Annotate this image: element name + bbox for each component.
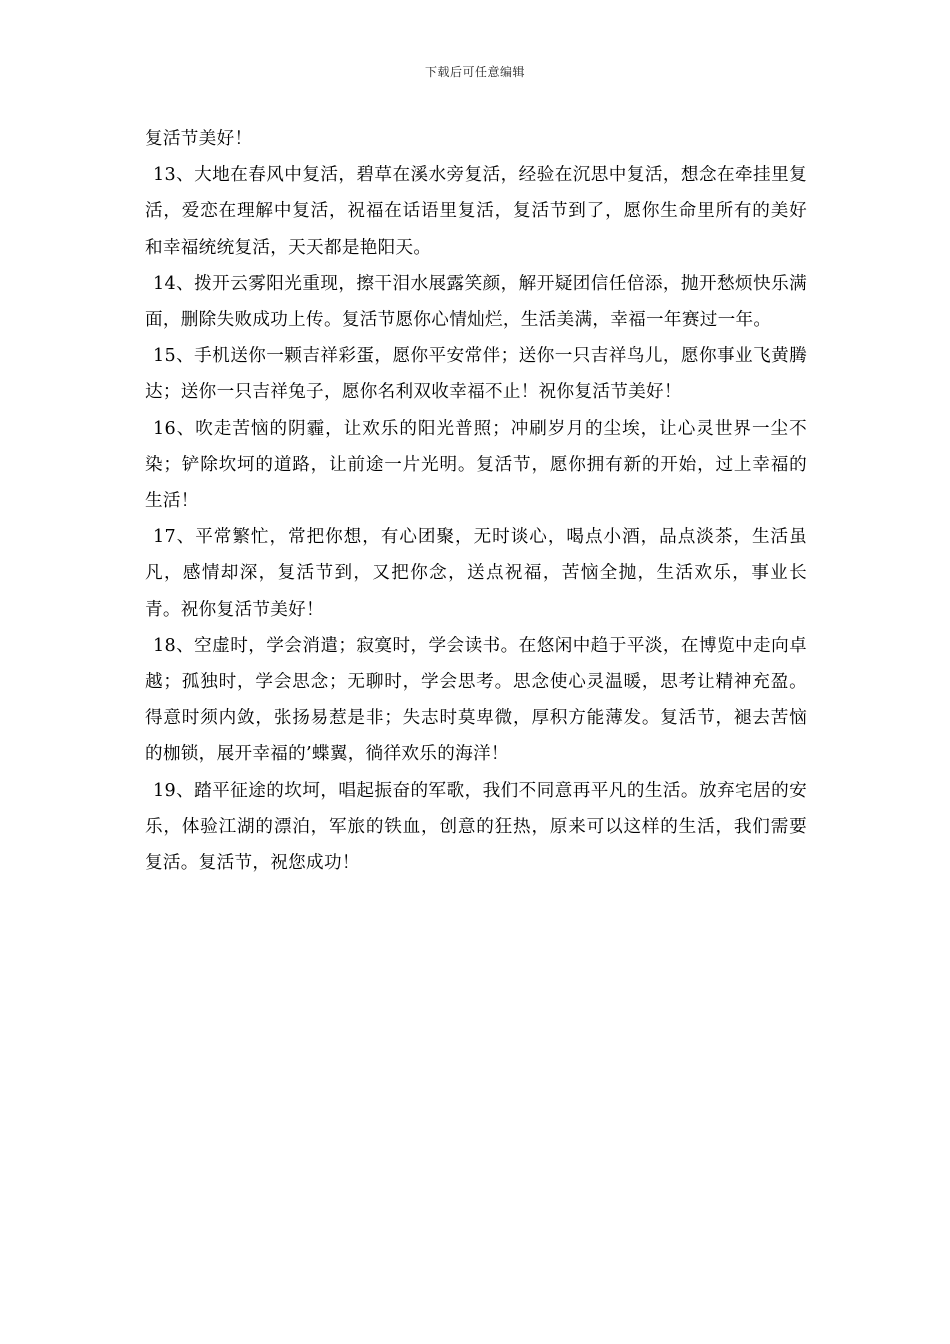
paragraph-19: 19、踏平征途的坎坷，唱起振奋的军歌，我们不同意再平凡的生活。放弃宅居的安乐，体验江湖的漂泊，军旅的铁血，创意的狂热，原来可以这样的生活，我们需要复活。复活节，祝您成功！ [145, 780, 807, 874]
paragraph-14: 14、拨开云雾阳光重现，擦干泪水展露笑颜，解开疑团信任倍添，抛开愁烦快乐满面，删除失败成功上传。复活节愿你心情灿烂，生活美满，幸福一年赛过一年。 [145, 273, 807, 331]
paragraph-17: 17、平常繁忙，常把你想，有心团聚，无时谈心，喝点小酒，品点淡茶，生活虽凡，感情却深，复活节到，又把你念，送点祝福，苦恼全抛，生活欢乐，事业长青。祝你复活节美好！ [145, 527, 807, 620]
document-body [145, 121, 807, 881]
paragraph-continuation: 复活节美好！ [145, 129, 253, 149]
paragraph-16: 16、吹走苦恼的阴霾，让欢乐的阳光普照；冲刷岁月的尘埃，让心灵世界一尘不染；铲除坎坷的道路，让前途一片光明。复活节，愿你拥有新的开始，过上幸福的生活！ [145, 418, 807, 512]
page-header: 下载后可任意编辑 [424, 65, 525, 79]
paragraph-13: 13、大地在春风中复活，碧草在溪水旁复活，经验在沉思中复活，想念在牵挂里复活，爱恋在理解中复活，祝福在话语里复活，复活节到了，愿你生命里所有的美好和幸福统统复活，天天都是艳阳天。 [145, 165, 807, 258]
paragraph-15: 15、手机送你一颗吉祥彩蛋，愿你平安常伴；送你一只吉祥鸟儿，愿你事业飞黄腾达；送你一只吉祥兔子，愿你名利双收幸福不止！祝你复活节美好！ [145, 346, 807, 403]
paragraph-18: 18、空虚时，学会消遣；寂寞时，学会读书。在悠闲中趋于平淡，在博览中走向卓越；孤独时，学会思念；无聊时，学会思考。思念使心灵温暖，思考让精神充盈。得意时须内敛，张扬易惹是非；失志时莫卑微，厚积方能薄发。复活节，褪去苦恼的枷锁，展开幸福的’蝶翼，徜徉欢乐的海洋！ [145, 635, 807, 765]
